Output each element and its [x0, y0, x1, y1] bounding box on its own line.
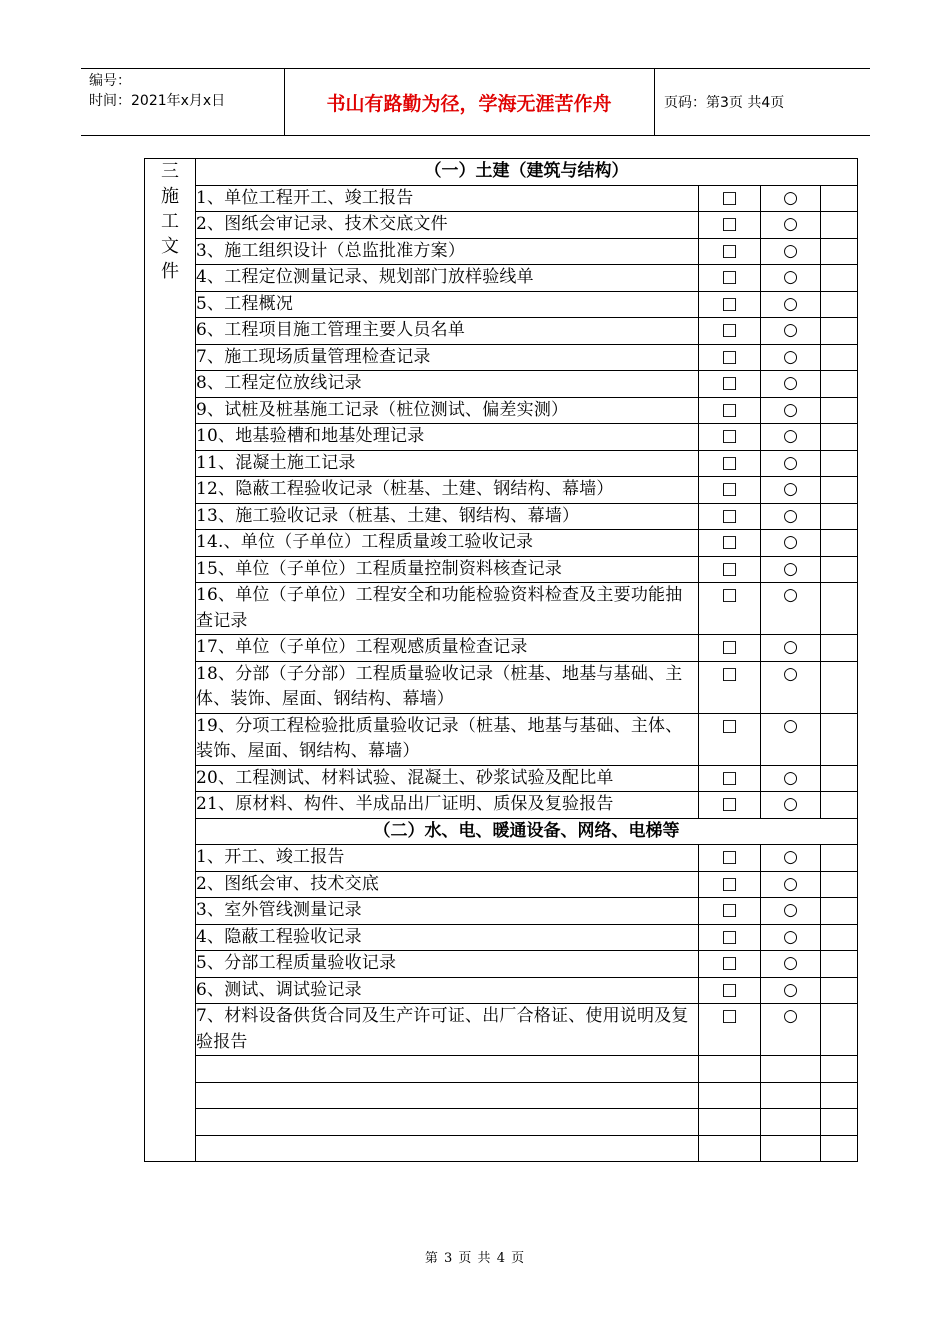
empty-cell: [821, 1056, 858, 1083]
checklist-item-label: 14.、单位（子单位）工程质量竣工验收记录: [196, 530, 699, 557]
page-footer: 第 3 页 共 4 页: [424, 1251, 526, 1266]
checkbox-icon[interactable]: □: [699, 845, 761, 872]
remarks-cell: [821, 477, 858, 504]
remarks-cell: [821, 212, 858, 239]
checklist-row: [145, 845, 858, 872]
circle-icon[interactable]: ○: [761, 583, 821, 635]
checklist-item-label: 3、室外管线测量记录: [196, 898, 699, 925]
category-label-cell: [145, 159, 196, 1162]
remarks-cell: [821, 661, 858, 713]
checklist-row: [145, 1004, 858, 1056]
checklist-row: [145, 503, 858, 530]
checklist-row: [145, 530, 858, 557]
remarks-cell: [821, 291, 858, 318]
circle-icon[interactable]: ○: [761, 924, 821, 951]
empty-cell: [699, 1082, 761, 1109]
circle-icon[interactable]: ○: [761, 424, 821, 451]
checkbox-icon[interactable]: □: [699, 477, 761, 504]
checklist-item-label: 17、单位（子单位）工程观感质量检查记录: [196, 635, 699, 662]
remarks-cell: [821, 424, 858, 451]
empty-cell: [699, 1109, 761, 1136]
checklist-item-label: 18、分部（子分部）工程质量验收记录（桩基、地基与基础、主体、装饰、屋面、钢结构、幕墙）: [196, 661, 699, 713]
remarks-cell: [821, 635, 858, 662]
checkbox-icon[interactable]: □: [699, 450, 761, 477]
remarks-cell: [821, 238, 858, 265]
circle-icon[interactable]: ○: [761, 212, 821, 239]
checklist-item-label: 5、分部工程质量验收记录: [196, 951, 699, 978]
checklist-row: [145, 450, 858, 477]
checklist-row: [145, 397, 858, 424]
remarks-cell: [821, 951, 858, 978]
document-checklist-table: [144, 158, 858, 1162]
header-page-number: 页码：第3页 共4页: [664, 95, 785, 111]
remarks-cell: [821, 185, 858, 212]
circle-icon[interactable]: ○: [761, 503, 821, 530]
remarks-cell: [821, 898, 858, 925]
checklist-item-label: 1、单位工程开工、竣工报告: [196, 185, 699, 212]
circle-icon[interactable]: ○: [761, 291, 821, 318]
circle-icon[interactable]: ○: [761, 977, 821, 1004]
checklist-row: [145, 185, 858, 212]
section-title: （一）土建（建筑与结构）: [196, 159, 858, 186]
remarks-cell: [821, 556, 858, 583]
header-divider: [654, 68, 655, 136]
checkbox-icon[interactable]: □: [699, 977, 761, 1004]
checklist-row: [145, 477, 858, 504]
circle-icon[interactable]: ○: [761, 265, 821, 292]
remarks-cell: [821, 583, 858, 635]
circle-icon[interactable]: ○: [761, 530, 821, 557]
checklist-item-label: 12、隐蔽工程验收记录（桩基、土建、钢结构、幕墙）: [196, 477, 699, 504]
category-label: 三施工文件: [161, 161, 179, 282]
empty-cell: [196, 1109, 699, 1136]
checklist-item-label: 6、工程项目施工管理主要人员名单: [196, 318, 699, 345]
header-meta: [89, 71, 225, 111]
checklist-item-label: 3、施工组织设计（总监批准方案）: [196, 238, 699, 265]
page-header: [81, 68, 870, 136]
empty-cell: [196, 1135, 699, 1162]
empty-cell: [699, 1135, 761, 1162]
checklist-row: [145, 871, 858, 898]
circle-icon[interactable]: ○: [761, 477, 821, 504]
circle-icon[interactable]: ○: [761, 450, 821, 477]
checklist-row: [145, 951, 858, 978]
checkbox-icon[interactable]: □: [699, 238, 761, 265]
remarks-cell: [821, 792, 858, 819]
checklist-row: [145, 556, 858, 583]
checkbox-icon[interactable]: □: [699, 265, 761, 292]
checklist-item-label: 4、隐蔽工程验收记录: [196, 924, 699, 951]
remarks-cell: [821, 530, 858, 557]
remarks-cell: [821, 450, 858, 477]
checkbox-icon[interactable]: □: [699, 924, 761, 951]
empty-row: [145, 1109, 858, 1136]
remarks-cell: [821, 503, 858, 530]
empty-row: [145, 1135, 858, 1162]
checklist-row: [145, 318, 858, 345]
checklist-item-label: 8、工程定位放线记录: [196, 371, 699, 398]
checklist-item-label: 13、施工验收记录（桩基、土建、钢结构、幕墙）: [196, 503, 699, 530]
empty-cell: [761, 1109, 821, 1136]
checklist-item-label: 20、工程测试、材料试验、混凝土、砂浆试验及配比单: [196, 765, 699, 792]
checkbox-icon[interactable]: □: [699, 583, 761, 635]
checklist-row: [145, 371, 858, 398]
checkbox-icon[interactable]: □: [699, 424, 761, 451]
checkbox-icon[interactable]: □: [699, 318, 761, 345]
checkbox-icon[interactable]: □: [699, 556, 761, 583]
remarks-cell: [821, 1004, 858, 1056]
checklist-item-label: 4、工程定位测量记录、规划部门放样验线单: [196, 265, 699, 292]
circle-icon[interactable]: ○: [761, 185, 821, 212]
checklist-item-label: 5、工程概况: [196, 291, 699, 318]
checklist-row: [145, 977, 858, 1004]
section-header-row: [145, 818, 858, 845]
section-header-row: [145, 159, 858, 186]
checklist-row: [145, 291, 858, 318]
remarks-cell: [821, 371, 858, 398]
circle-icon[interactable]: ○: [761, 951, 821, 978]
circle-icon[interactable]: ○: [761, 765, 821, 792]
checklist-item-label: 6、测试、调试验记录: [196, 977, 699, 1004]
checklist-row: [145, 924, 858, 951]
checkbox-icon[interactable]: □: [699, 951, 761, 978]
circle-icon[interactable]: ○: [761, 318, 821, 345]
checklist-item-label: 2、图纸会审记录、技术交底文件: [196, 212, 699, 239]
remarks-cell: [821, 977, 858, 1004]
checklist-item-label: 11、混凝土施工记录: [196, 450, 699, 477]
checklist-row: [145, 344, 858, 371]
empty-cell: [196, 1056, 699, 1083]
empty-row: [145, 1056, 858, 1083]
circle-icon[interactable]: ○: [761, 1004, 821, 1056]
circle-icon[interactable]: ○: [761, 635, 821, 662]
remarks-cell: [821, 924, 858, 951]
checklist-row: [145, 661, 858, 713]
checkbox-icon[interactable]: □: [699, 185, 761, 212]
remarks-cell: [821, 397, 858, 424]
remarks-cell: [821, 765, 858, 792]
checkbox-icon[interactable]: □: [699, 635, 761, 662]
checkbox-icon[interactable]: □: [699, 1004, 761, 1056]
checklist-item-label: 2、图纸会审、技术交底: [196, 871, 699, 898]
checklist-item-label: 21、原材料、构件、半成品出厂证明、质保及复验报告: [196, 792, 699, 819]
document-date: 时间：2021年x月x日: [89, 93, 226, 109]
checklist-item-label: 10、地基验槽和地基处理记录: [196, 424, 699, 451]
circle-icon[interactable]: ○: [761, 397, 821, 424]
checklist-item-label: 15、单位（子单位）工程质量控制资料核查记录: [196, 556, 699, 583]
checkbox-icon[interactable]: □: [699, 371, 761, 398]
checklist-row: [145, 583, 858, 635]
checklist-row: [145, 792, 858, 819]
checkbox-icon[interactable]: □: [699, 661, 761, 713]
circle-icon[interactable]: ○: [761, 556, 821, 583]
circle-icon[interactable]: ○: [761, 238, 821, 265]
checkbox-icon[interactable]: □: [699, 344, 761, 371]
circle-icon[interactable]: ○: [761, 898, 821, 925]
empty-cell: [196, 1082, 699, 1109]
checklist-row: [145, 424, 858, 451]
empty-cell: [821, 1135, 858, 1162]
checklist-body: [145, 159, 858, 1162]
circle-icon[interactable]: ○: [761, 371, 821, 398]
checklist-row: [145, 635, 858, 662]
checklist-row: [145, 765, 858, 792]
empty-cell: [761, 1056, 821, 1083]
remarks-cell: [821, 845, 858, 872]
checklist-row: [145, 265, 858, 292]
checklist-row: [145, 713, 858, 765]
checkbox-icon[interactable]: □: [699, 503, 761, 530]
circle-icon[interactable]: ○: [761, 871, 821, 898]
header-motto: 书山有路勤为径，学海无涯苦作舟: [326, 92, 612, 115]
checkbox-icon[interactable]: □: [699, 397, 761, 424]
checklist-item-label: 7、材料设备供货合同及生产许可证、出厂合格证、使用说明及复验报告: [196, 1004, 699, 1056]
empty-cell: [761, 1135, 821, 1162]
checklist-row: [145, 238, 858, 265]
empty-cell: [821, 1082, 858, 1109]
remarks-cell: [821, 871, 858, 898]
checkbox-icon[interactable]: □: [699, 765, 761, 792]
checkbox-icon[interactable]: □: [699, 792, 761, 819]
checkbox-icon[interactable]: □: [699, 898, 761, 925]
checklist-item-label: 1、开工、竣工报告: [196, 845, 699, 872]
checklist-item-label: 7、施工现场质量管理检查记录: [196, 344, 699, 371]
checklist-row: [145, 212, 858, 239]
checklist-item-label: 16、单位（子单位）工程安全和功能检验资料检查及主要功能抽查记录: [196, 583, 699, 635]
checklist-row: [145, 898, 858, 925]
circle-icon[interactable]: ○: [761, 344, 821, 371]
circle-icon[interactable]: ○: [761, 792, 821, 819]
document-number: 编号：: [89, 73, 131, 89]
empty-cell: [821, 1109, 858, 1136]
checklist-item-label: 19、分项工程检验批质量验收记录（桩基、地基与基础、主体、装饰、屋面、钢结构、幕墙）: [196, 713, 699, 765]
checkbox-icon[interactable]: □: [699, 530, 761, 557]
checklist-item-label: 9、试桩及桩基施工记录（桩位测试、偏差实测）: [196, 397, 699, 424]
remarks-cell: [821, 318, 858, 345]
empty-cell: [761, 1082, 821, 1109]
circle-icon[interactable]: ○: [761, 845, 821, 872]
checkbox-icon[interactable]: □: [699, 713, 761, 765]
empty-row: [145, 1082, 858, 1109]
checkbox-icon[interactable]: □: [699, 212, 761, 239]
section-title: （二）水、电、暖通设备、网络、电梯等: [196, 818, 858, 845]
checkbox-icon[interactable]: □: [699, 291, 761, 318]
remarks-cell: [821, 713, 858, 765]
checkbox-icon[interactable]: □: [699, 871, 761, 898]
empty-cell: [699, 1056, 761, 1083]
remarks-cell: [821, 265, 858, 292]
remarks-cell: [821, 344, 858, 371]
circle-icon[interactable]: ○: [761, 661, 821, 713]
circle-icon[interactable]: ○: [761, 713, 821, 765]
